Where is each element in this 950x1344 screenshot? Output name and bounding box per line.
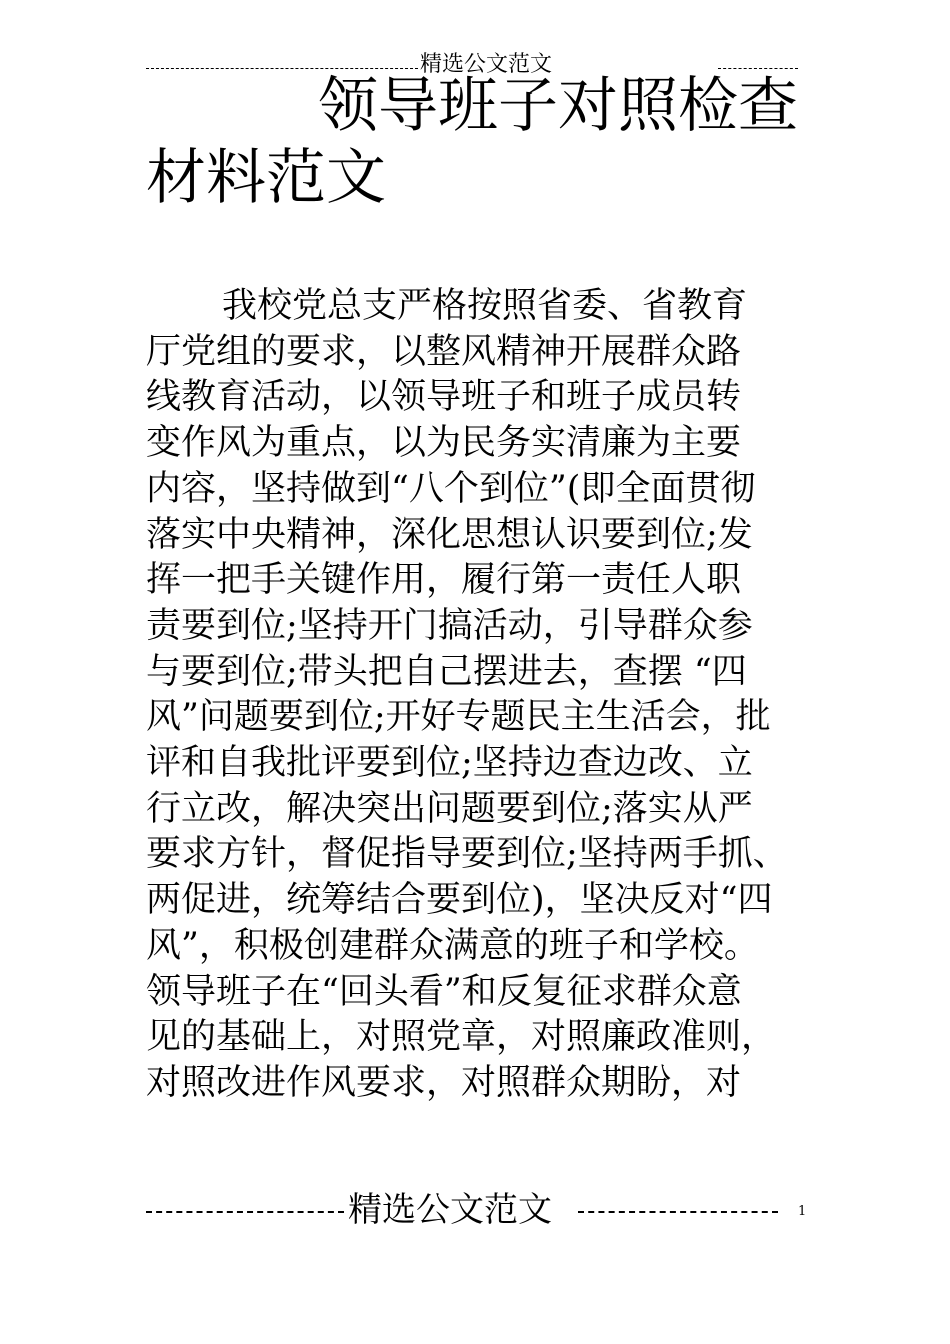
body-line: 变作风为重点，以为民务实清廉为主要 bbox=[146, 423, 742, 464]
body-line: 厅党组的要求，以整风精神开展群众路 bbox=[146, 331, 742, 372]
body-line: 行立改，解决突出问题要到位;落实从严 bbox=[146, 788, 753, 829]
document-title bbox=[146, 70, 806, 214]
body-line: 风”，积极创建群众满意的班子和学校。 bbox=[146, 925, 759, 966]
body-line: 风”问题要到位;开好专题民主生活会，批 bbox=[146, 697, 771, 738]
body-line: 内容，坚持做到“八个到位”(即全面贯彻 bbox=[146, 468, 756, 509]
header-label: 精选公文范文 bbox=[420, 52, 553, 77]
body-line: 与要到位;带头把自己摆进去，查摆 “四 bbox=[146, 651, 747, 692]
body-line: 责要到位;坚持开门搞活动，引导群众参 bbox=[146, 605, 753, 646]
page-footer bbox=[146, 1190, 846, 1230]
body-line: 两促进，统筹结合要到位)，坚决反对“四 bbox=[146, 880, 773, 921]
page-number: 1 bbox=[798, 1204, 807, 1219]
footer-label: 精选公文范文 bbox=[348, 1190, 552, 1230]
body-line: 见的基础上，对照党章，对照廉政准则， bbox=[146, 1017, 777, 1058]
body-line: 落实中央精神，深化思想认识要到位;发 bbox=[146, 514, 753, 555]
header-rule-right bbox=[718, 68, 798, 69]
body-line: 线教育活动，以领导班子和班子成员转 bbox=[146, 377, 742, 418]
footer-rule-left bbox=[146, 1211, 344, 1213]
body-line: 要求方针，督促指导要到位;坚持两手抓、 bbox=[146, 834, 788, 875]
header-rule-left bbox=[146, 68, 418, 69]
body-paragraph bbox=[146, 284, 806, 1107]
title-line-2: 材料范文 bbox=[146, 143, 386, 213]
title-line-1: 领导班子对照检查 bbox=[318, 71, 798, 141]
body-line: 领导班子在“回头看”和反复征求群众意 bbox=[146, 971, 742, 1012]
footer-rule-right bbox=[578, 1211, 778, 1213]
body-line: 挥一把手关键作用，履行第一责任人职 bbox=[146, 560, 742, 601]
body-line: 对照改进作风要求，对照群众期盼，对 bbox=[146, 1062, 742, 1103]
body-line: 我校党总支严格按照省委、省教育 bbox=[222, 286, 748, 326]
body-line: 评和自我批评要到位;坚持边查边改、立 bbox=[146, 743, 753, 784]
